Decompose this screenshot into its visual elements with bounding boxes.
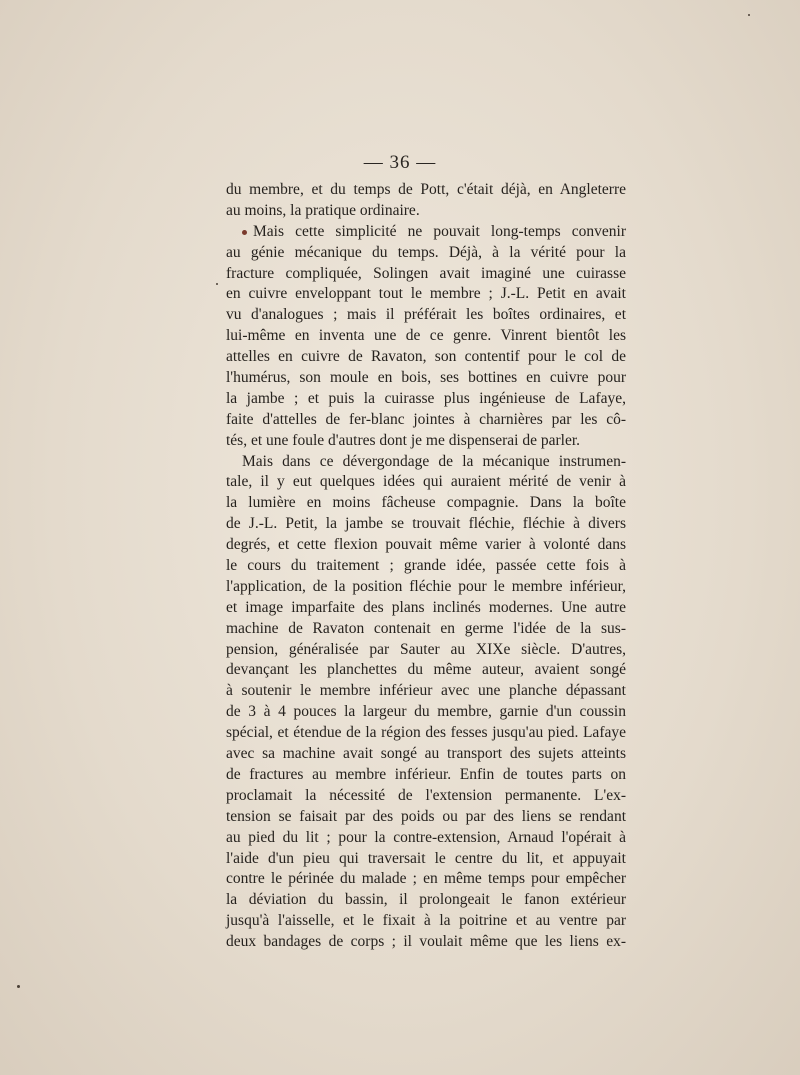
line-text: tés, et une foule d'autres dont je me dispenserai de parler. (226, 431, 581, 449)
text-line (226, 807, 626, 828)
line-text: jusqu'à l'aisselle, et le fixait à la poitrine et au ventre par (226, 912, 626, 930)
text-line (226, 284, 626, 305)
line-text: de 3 à 4 pouces la largeur du membre, garnie d'un coussin (226, 703, 626, 721)
page-number: — 36 — (363, 152, 437, 173)
text-line (226, 932, 626, 953)
text-line (226, 222, 626, 243)
text-line (226, 556, 626, 577)
text-line (226, 431, 626, 452)
line-text: l'aide d'un pieu qui traversait le centre du lit, et appuyait (226, 849, 626, 867)
line-text: contre le périnée du malade ; en même temps pour empêcher (226, 870, 626, 888)
line-text: proclamait la nécessité de l'extension permanente. L'ex- (226, 786, 626, 804)
text-line (226, 723, 626, 744)
text-line (226, 849, 626, 870)
text-line (226, 389, 626, 410)
line-text: et image imparfaite des plans inclinés modernes. Une autre (226, 598, 626, 616)
line-text: lui-même en inventa une de ce genre. Vinrent bientôt les (226, 327, 626, 345)
text-line (226, 264, 626, 285)
text-line (226, 472, 626, 493)
text-line (226, 347, 626, 368)
text-line (226, 201, 626, 222)
text-line (226, 640, 626, 661)
line-text: la déviation du bassin, il prolongeait le fanon extérieur (226, 891, 626, 909)
text-line (226, 243, 626, 264)
text-line (226, 786, 626, 807)
line-text: l'humérus, son moule en bois, ses bottines en cuivre pour (226, 369, 626, 387)
text-line (226, 180, 626, 201)
line-text: du membre, et du temps de Pott, c'était déjà, en Angleterre (226, 181, 626, 198)
text-line (226, 368, 626, 389)
line-text: au pied du lit ; pour la contre-extension, Arnaud l'opérait à (226, 828, 626, 846)
text-line (226, 619, 626, 640)
line-text: tale, il y eut quelques idées qui auraient mérité de venir à (226, 473, 626, 491)
bullet-mark (242, 230, 247, 235)
body-text (226, 180, 626, 953)
line-text: avec sa machine avait songé au transport des sujets atteints (226, 745, 626, 763)
line-text: à soutenir le membre inférieur avec une planche dépassant (226, 682, 626, 700)
line-text: la jambe ; et puis la cuirasse plus ingénieuse de Lafaye, (226, 389, 626, 407)
line-text: spécial, et étendue de la région des fesses jusqu'au pied. Lafaye (226, 724, 626, 742)
ink-speck (17, 985, 20, 988)
line-text: pension, généralisée par Sauter au XIXe siècle. D'autres, (226, 640, 626, 658)
line-text: degrés, et cette flexion pouvait même varier à volonté dans (226, 536, 626, 554)
line-text: devançant les planchettes du même auteur, avaient songé (226, 661, 626, 679)
line-text: attelles en cuivre de Ravaton, son contentif pour le col de (226, 348, 626, 366)
line-text: de J.-L. Petit, la jambe se trouvait fléchie, fléchie à divers (226, 515, 626, 533)
line-text: faite d'attelles de fer-blanc jointes à charnières par les cô- (226, 410, 626, 428)
text-line (226, 577, 626, 598)
line-text: au moins, la pratique ordinaire. (226, 201, 420, 219)
line-text: la lumière en moins fâcheuse compagnie. Dans la boîte (226, 494, 626, 512)
text-line (226, 452, 626, 473)
line-text: Mais cette simplicité ne pouvait long-temps convenir (253, 222, 626, 240)
text-line (226, 514, 626, 535)
text-line (226, 765, 626, 786)
text-line (226, 681, 626, 702)
text-line (226, 744, 626, 765)
ink-speck (748, 14, 750, 16)
text-line (226, 410, 626, 431)
text-line (226, 660, 626, 681)
line-text: au génie mécanique du temps. Déjà, à la vérité pour la (226, 243, 626, 261)
line-text: machine de Ravaton contenait en germe l'idée de la sus- (226, 619, 626, 637)
text-line (226, 869, 626, 890)
text-line (226, 828, 626, 849)
line-text: fracture compliquée, Solingen avait imaginé une cuirasse (226, 264, 626, 282)
text-line (226, 890, 626, 911)
line-text: Mais dans ce dévergondage de la mécanique instrumen- (242, 452, 626, 470)
line-text: en cuivre enveloppant tout le membre ; J.-L. Petit en avait (226, 285, 626, 303)
line-text: le cours du traitement ; grande idée, passée cette fois à (226, 557, 626, 575)
line-text: tension se faisait par des poids ou par des liens se rendant (226, 807, 626, 825)
text-line (226, 326, 626, 347)
text-line (226, 493, 626, 514)
text-line (226, 702, 626, 723)
line-text: vu d'analogues ; mais il préférait les boîtes ordinaires, et (226, 306, 626, 324)
text-line (226, 305, 626, 326)
text-line (226, 598, 626, 619)
line-text: deux bandages de corps ; il voulait même que les liens ex- (226, 933, 626, 951)
ink-speck (216, 283, 218, 285)
line-text: de fractures au membre inférieur. Enfin de toutes parts on (226, 765, 626, 783)
line-text: l'application, de la position fléchie pour le membre inférieur, (226, 577, 626, 595)
text-line (226, 535, 626, 556)
text-line (226, 911, 626, 932)
